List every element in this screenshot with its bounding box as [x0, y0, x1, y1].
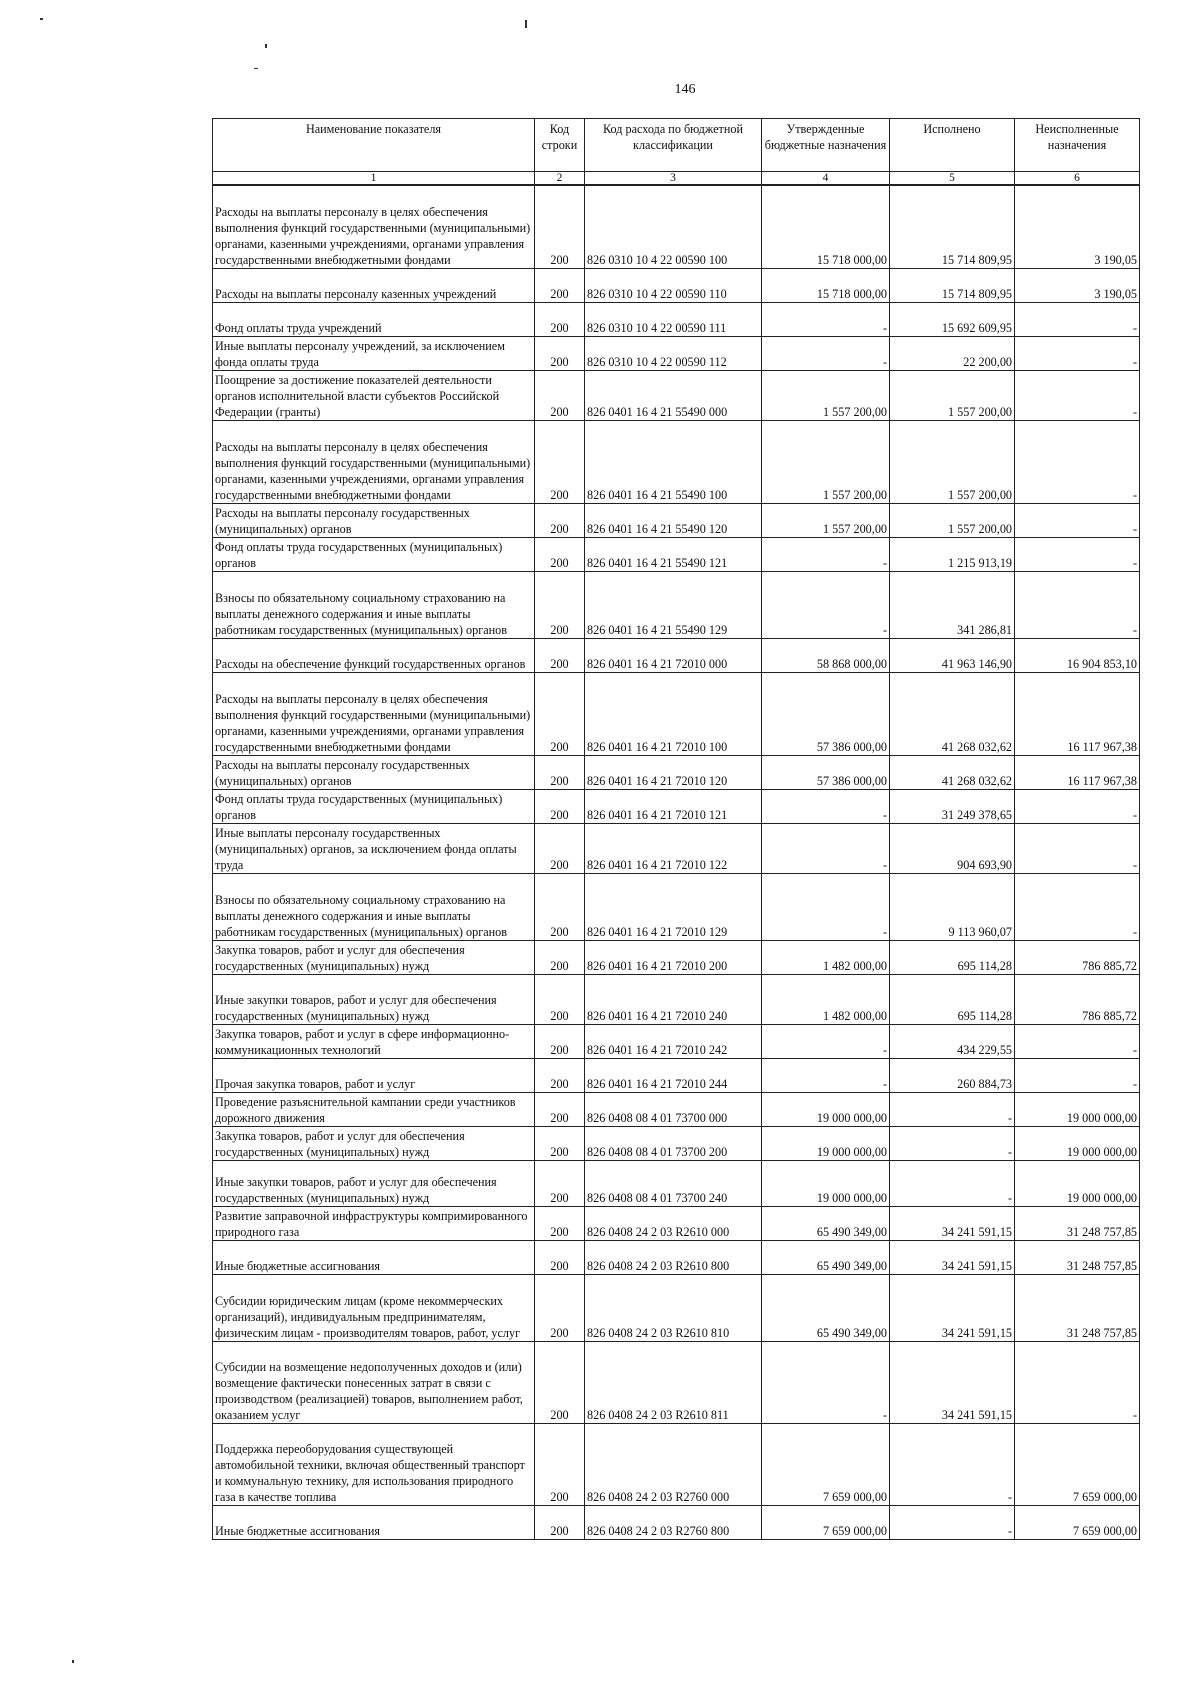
line-code: 200 — [535, 1505, 585, 1539]
page-number: 146 — [674, 82, 696, 97]
unexecuted-amount: 16 117 967,38 — [1015, 755, 1140, 789]
unexecuted-amount: 31 248 757,85 — [1015, 1274, 1140, 1341]
table-row — [213, 571, 1140, 638]
line-code: 200 — [535, 503, 585, 537]
budget-code: 826 0401 16 4 21 72010 244 — [585, 1058, 762, 1092]
unexecuted-amount: 7 659 000,00 — [1015, 1423, 1140, 1505]
approved-amount: 65 490 349,00 — [762, 1240, 890, 1274]
executed-amount: 15 692 609,95 — [890, 302, 1015, 336]
header-line-code: Код строки — [535, 119, 585, 172]
column-number: 5 — [890, 172, 1015, 186]
budget-code: 826 0310 10 4 22 00590 112 — [585, 336, 762, 370]
budget-code: 826 0310 10 4 22 00590 100 — [585, 185, 762, 268]
table-row — [213, 1092, 1140, 1126]
unexecuted-amount: - — [1015, 336, 1140, 370]
executed-amount: 41 268 032,62 — [890, 672, 1015, 755]
table-row — [213, 672, 1140, 755]
scan-speck — [254, 68, 258, 69]
table-row — [213, 268, 1140, 302]
indicator-name: Расходы на выплаты персоналу в целях обеспечения выполнения функций государственными (муниципальными) органами, казенными учреждениями, органами управления государственными внебюджетными фондами — [213, 672, 535, 755]
scan-speck — [525, 20, 527, 28]
line-code: 200 — [535, 420, 585, 503]
table-row — [213, 537, 1140, 571]
table-row — [213, 1058, 1140, 1092]
unexecuted-amount: - — [1015, 789, 1140, 823]
line-code: 200 — [535, 823, 585, 873]
indicator-name: Иные выплаты персоналу учреждений, за исключением фонда оплаты труда — [213, 336, 535, 370]
approved-amount: 7 659 000,00 — [762, 1423, 890, 1505]
indicator-name: Поддержка переоборудования существующей автомобильной техники, включая общественный транспорт и коммунальную технику, для использования природного газа в качестве топлива — [213, 1423, 535, 1505]
indicator-name: Взносы по обязательному социальному страхованию на выплаты денежного содержания и иные выплаты работникам государственных (муниципальных) органов — [213, 571, 535, 638]
approved-amount: - — [762, 537, 890, 571]
indicator-name: Взносы по обязательному социальному страхованию на выплаты денежного содержания и иные выплаты работникам государственных (муниципальных) органов — [213, 873, 535, 940]
approved-amount: 57 386 000,00 — [762, 672, 890, 755]
executed-amount: 695 114,28 — [890, 974, 1015, 1024]
line-code: 200 — [535, 974, 585, 1024]
line-code: 200 — [535, 1126, 585, 1160]
unexecuted-amount: - — [1015, 571, 1140, 638]
approved-amount: 15 718 000,00 — [762, 185, 890, 268]
approved-amount: 58 868 000,00 — [762, 638, 890, 672]
unexecuted-amount: - — [1015, 370, 1140, 420]
approved-amount: - — [762, 823, 890, 873]
executed-amount: 41 268 032,62 — [890, 755, 1015, 789]
line-code: 200 — [535, 268, 585, 302]
table-row — [213, 974, 1140, 1024]
indicator-name: Иные выплаты персоналу государственных (муниципальных) органов, за исключением фонда оплаты труда — [213, 823, 535, 873]
approved-amount: 15 718 000,00 — [762, 268, 890, 302]
indicator-name: Закупка товаров, работ и услуг для обеспечения государственных (муниципальных) нужд — [213, 940, 535, 974]
table-row — [213, 1240, 1140, 1274]
table-row — [213, 755, 1140, 789]
table-row — [213, 1126, 1140, 1160]
unexecuted-amount: - — [1015, 1024, 1140, 1058]
line-code: 200 — [535, 302, 585, 336]
budget-code: 826 0401 16 4 21 72010 129 — [585, 873, 762, 940]
line-code: 200 — [535, 789, 585, 823]
unexecuted-amount: 19 000 000,00 — [1015, 1160, 1140, 1206]
executed-amount: 22 200,00 — [890, 336, 1015, 370]
budget-code: 826 0408 24 2 03 R2610 811 — [585, 1341, 762, 1423]
table-row — [213, 185, 1140, 268]
indicator-name: Расходы на выплаты персоналу государственных (муниципальных) органов — [213, 503, 535, 537]
unexecuted-amount: - — [1015, 1058, 1140, 1092]
table-row — [213, 940, 1140, 974]
budget-code: 826 0401 16 4 21 72010 100 — [585, 672, 762, 755]
unexecuted-amount: - — [1015, 302, 1140, 336]
executed-amount: 434 229,55 — [890, 1024, 1015, 1058]
budget-code: 826 0310 10 4 22 00590 111 — [585, 302, 762, 336]
budget-code: 826 0401 16 4 21 72010 121 — [585, 789, 762, 823]
indicator-name: Расходы на выплаты персоналу государственных (муниципальных) органов — [213, 755, 535, 789]
executed-amount: 260 884,73 — [890, 1058, 1015, 1092]
executed-amount: 1 557 200,00 — [890, 370, 1015, 420]
approved-amount: - — [762, 302, 890, 336]
unexecuted-amount: 786 885,72 — [1015, 940, 1140, 974]
approved-amount: 19 000 000,00 — [762, 1160, 890, 1206]
approved-amount: - — [762, 873, 890, 940]
approved-amount: 1 557 200,00 — [762, 420, 890, 503]
unexecuted-amount: - — [1015, 537, 1140, 571]
indicator-name: Закупка товаров, работ и услуг в сфере информационно-коммуникационных технологий — [213, 1024, 535, 1058]
line-code: 200 — [535, 873, 585, 940]
line-code: 200 — [535, 1058, 585, 1092]
table-row — [213, 1206, 1140, 1240]
column-number: 1 — [213, 172, 535, 186]
indicator-name: Иные бюджетные ассигнования — [213, 1240, 535, 1274]
budget-code: 826 0401 16 4 21 72010 242 — [585, 1024, 762, 1058]
indicator-name: Прочая закупка товаров, работ и услуг — [213, 1058, 535, 1092]
table-row — [213, 1505, 1140, 1539]
unexecuted-amount: 3 190,05 — [1015, 185, 1140, 268]
line-code: 200 — [535, 370, 585, 420]
line-code: 200 — [535, 940, 585, 974]
table-row — [213, 1160, 1140, 1206]
approved-amount: 1 557 200,00 — [762, 503, 890, 537]
executed-amount: 1 557 200,00 — [890, 503, 1015, 537]
indicator-name: Развитие заправочной инфраструктуры компримированного природного газа — [213, 1206, 535, 1240]
column-number: 2 — [535, 172, 585, 186]
column-number: 6 — [1015, 172, 1140, 186]
budget-code: 826 0401 16 4 21 55490 120 — [585, 503, 762, 537]
executed-amount: 31 249 378,65 — [890, 789, 1015, 823]
table-row — [213, 1423, 1140, 1505]
budget-code: 826 0401 16 4 21 72010 122 — [585, 823, 762, 873]
unexecuted-amount: 7 659 000,00 — [1015, 1505, 1140, 1539]
budget-code: 826 0401 16 4 21 55490 129 — [585, 571, 762, 638]
budget-code: 826 0408 24 2 03 R2610 800 — [585, 1240, 762, 1274]
budget-code: 826 0408 24 2 03 R2610 810 — [585, 1274, 762, 1341]
line-code: 200 — [535, 1274, 585, 1341]
table-row — [213, 873, 1140, 940]
indicator-name: Иные закупки товаров, работ и услуг для обеспечения государственных (муниципальных) нужд — [213, 1160, 535, 1206]
budget-code: 826 0310 10 4 22 00590 110 — [585, 268, 762, 302]
approved-amount: - — [762, 1024, 890, 1058]
executed-amount: 1 557 200,00 — [890, 420, 1015, 503]
header-approved: Утвержденные бюджетные назначения — [762, 119, 890, 172]
budget-code: 826 0401 16 4 21 72010 120 — [585, 755, 762, 789]
table-row — [213, 823, 1140, 873]
approved-amount: - — [762, 336, 890, 370]
column-number: 4 — [762, 172, 890, 186]
line-code: 200 — [535, 672, 585, 755]
unexecuted-amount: - — [1015, 1341, 1140, 1423]
indicator-name: Поощрение за достижение показателей деятельности органов исполнительной власти субъектов Российской Федерации (гранты) — [213, 370, 535, 420]
indicator-name: Иные закупки товаров, работ и услуг для обеспечения государственных (муниципальных) нужд — [213, 974, 535, 1024]
table-body — [213, 185, 1140, 1539]
indicator-name: Иные бюджетные ассигнования — [213, 1505, 535, 1539]
budget-code: 826 0401 16 4 21 72010 240 — [585, 974, 762, 1024]
table-header — [213, 119, 1140, 186]
line-code: 200 — [535, 1341, 585, 1423]
executed-amount: - — [890, 1423, 1015, 1505]
executed-amount: - — [890, 1160, 1015, 1206]
table-row — [213, 302, 1140, 336]
line-code: 200 — [535, 336, 585, 370]
table-row — [213, 503, 1140, 537]
executed-amount: 1 215 913,19 — [890, 537, 1015, 571]
approved-amount: 19 000 000,00 — [762, 1092, 890, 1126]
unexecuted-amount: - — [1015, 503, 1140, 537]
scan-speck — [40, 18, 43, 20]
budget-code: 826 0401 16 4 21 55490 000 — [585, 370, 762, 420]
executed-amount: 15 714 809,95 — [890, 268, 1015, 302]
approved-amount: 65 490 349,00 — [762, 1206, 890, 1240]
unexecuted-amount: 786 885,72 — [1015, 974, 1140, 1024]
budget-code: 826 0408 08 4 01 73700 000 — [585, 1092, 762, 1126]
unexecuted-amount: 16 117 967,38 — [1015, 672, 1140, 755]
line-code: 200 — [535, 1160, 585, 1206]
budget-code: 826 0408 08 4 01 73700 240 — [585, 1160, 762, 1206]
indicator-name: Субсидии юридическим лицам (кроме некоммерческих организаций), индивидуальным предпринимателям, физическим лицам - производителям товаров, работ, услуг — [213, 1274, 535, 1341]
approved-amount: 1 482 000,00 — [762, 974, 890, 1024]
executed-amount: 34 241 591,15 — [890, 1240, 1015, 1274]
approved-amount: 1 482 000,00 — [762, 940, 890, 974]
header-row — [213, 119, 1140, 172]
indicator-name: Фонд оплаты труда государственных (муниципальных) органов — [213, 537, 535, 571]
indicator-name: Расходы на выплаты персоналу казенных учреждений — [213, 268, 535, 302]
table-row — [213, 336, 1140, 370]
line-code: 200 — [535, 571, 585, 638]
executed-amount: 41 963 146,90 — [890, 638, 1015, 672]
approved-amount: 19 000 000,00 — [762, 1126, 890, 1160]
indicator-name: Проведение разъяснительной кампании среди участников дорожного движения — [213, 1092, 535, 1126]
line-code: 200 — [535, 537, 585, 571]
budget-code: 826 0401 16 4 21 72010 000 — [585, 638, 762, 672]
budget-code: 826 0408 24 2 03 R2610 000 — [585, 1206, 762, 1240]
scan-speck — [72, 1660, 74, 1663]
table-row — [213, 638, 1140, 672]
indicator-name: Расходы на обеспечение функций государственных органов — [213, 638, 535, 672]
approved-amount: - — [762, 571, 890, 638]
table-row — [213, 789, 1140, 823]
line-code: 200 — [535, 1092, 585, 1126]
approved-amount: - — [762, 1058, 890, 1092]
unexecuted-amount: 31 248 757,85 — [1015, 1240, 1140, 1274]
executed-amount: 34 241 591,15 — [890, 1206, 1015, 1240]
executed-amount: 695 114,28 — [890, 940, 1015, 974]
unexecuted-amount: 3 190,05 — [1015, 268, 1140, 302]
executed-amount: - — [890, 1092, 1015, 1126]
column-number: 3 — [585, 172, 762, 186]
approved-amount: 57 386 000,00 — [762, 755, 890, 789]
line-code: 200 — [535, 1024, 585, 1058]
approved-amount: 65 490 349,00 — [762, 1274, 890, 1341]
line-code: 200 — [535, 638, 585, 672]
line-code: 200 — [535, 755, 585, 789]
line-code: 200 — [535, 1240, 585, 1274]
approved-amount: - — [762, 1341, 890, 1423]
unexecuted-amount: 31 248 757,85 — [1015, 1206, 1140, 1240]
line-code: 200 — [535, 185, 585, 268]
budget-code: 826 0408 24 2 03 R2760 800 — [585, 1505, 762, 1539]
unexecuted-amount: - — [1015, 823, 1140, 873]
column-number-row — [213, 172, 1140, 186]
line-code: 200 — [535, 1206, 585, 1240]
approved-amount: - — [762, 789, 890, 823]
unexecuted-amount: - — [1015, 873, 1140, 940]
executed-amount: 9 113 960,07 — [890, 873, 1015, 940]
header-unexecuted: Неисполненные назначения — [1015, 119, 1140, 172]
table-row — [213, 1341, 1140, 1423]
header-indicator-name: Наименование показателя — [213, 119, 535, 172]
unexecuted-amount: - — [1015, 420, 1140, 503]
budget-execution-table — [212, 118, 1140, 1540]
indicator-name: Фонд оплаты труда государственных (муниципальных) органов — [213, 789, 535, 823]
scan-speck — [265, 44, 267, 48]
executed-amount: 341 286,81 — [890, 571, 1015, 638]
executed-amount: 34 241 591,15 — [890, 1341, 1015, 1423]
header-executed: Исполнено — [890, 119, 1015, 172]
unexecuted-amount: 19 000 000,00 — [1015, 1126, 1140, 1160]
indicator-name: Расходы на выплаты персоналу в целях обеспечения выполнения функций государственными (муниципальными) органами, казенными учреждениями, органами управления государственными внебюджетными фондами — [213, 420, 535, 503]
table-row — [213, 420, 1140, 503]
executed-amount: 34 241 591,15 — [890, 1274, 1015, 1341]
indicator-name: Фонд оплаты труда учреждений — [213, 302, 535, 336]
executed-amount: 904 693,90 — [890, 823, 1015, 873]
indicator-name: Субсидии на возмещение недополученных доходов и (или) возмещение фактически понесенных затрат в связи с производством (реализацией) товаров, выполнением работ, оказанием услуг — [213, 1341, 535, 1423]
header-budget-code: Код расхода по бюджетной классификации — [585, 119, 762, 172]
line-code: 200 — [535, 1423, 585, 1505]
budget-code: 826 0408 24 2 03 R2760 000 — [585, 1423, 762, 1505]
budget-code: 826 0401 16 4 21 72010 200 — [585, 940, 762, 974]
executed-amount: 15 714 809,95 — [890, 185, 1015, 268]
indicator-name: Расходы на выплаты персоналу в целях обеспечения выполнения функций государственными (муниципальными) органами, казенными учреждениями, органами управления государственными внебюджетными фондами — [213, 185, 535, 268]
executed-amount: - — [890, 1505, 1015, 1539]
budget-code: 826 0408 08 4 01 73700 200 — [585, 1126, 762, 1160]
approved-amount: 1 557 200,00 — [762, 370, 890, 420]
table-row — [213, 370, 1140, 420]
table-row — [213, 1274, 1140, 1341]
indicator-name: Закупка товаров, работ и услуг для обеспечения государственных (муниципальных) нужд — [213, 1126, 535, 1160]
executed-amount: - — [890, 1126, 1015, 1160]
approved-amount: 7 659 000,00 — [762, 1505, 890, 1539]
unexecuted-amount: 16 904 853,10 — [1015, 638, 1140, 672]
budget-code: 826 0401 16 4 21 55490 100 — [585, 420, 762, 503]
unexecuted-amount: 19 000 000,00 — [1015, 1092, 1140, 1126]
table-row — [213, 1024, 1140, 1058]
budget-code: 826 0401 16 4 21 55490 121 — [585, 537, 762, 571]
